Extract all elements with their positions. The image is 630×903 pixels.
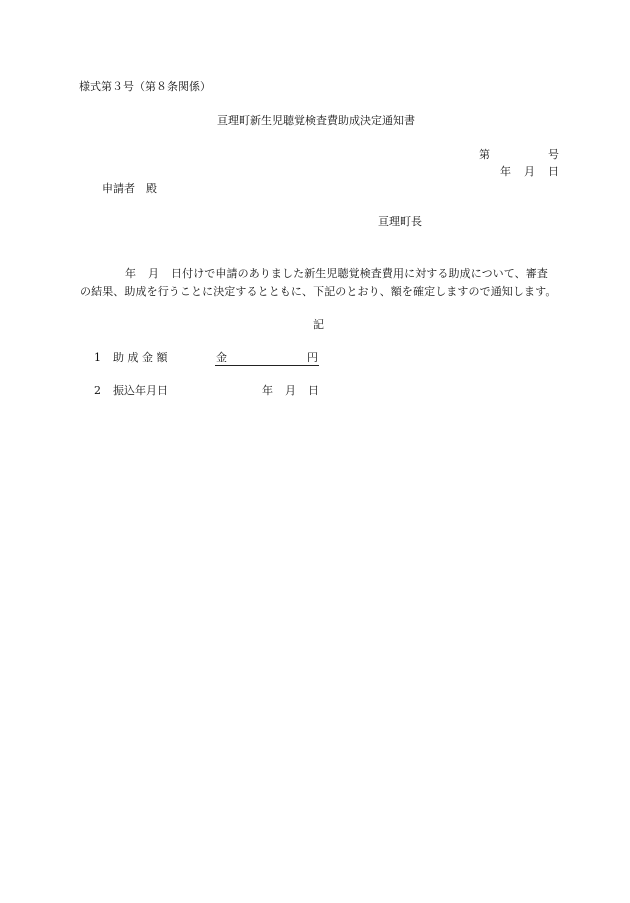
ki-heading: 記 bbox=[313, 318, 324, 331]
date-day: 日 bbox=[548, 165, 559, 178]
body-line1: 日付けで申請のありました新生児聴覚検査費用に対する助成について、審査 bbox=[171, 267, 548, 280]
recipient: 申請者 殿 bbox=[102, 182, 157, 195]
item2-label: 振込年月日 bbox=[113, 384, 168, 397]
item2-year: 年 bbox=[262, 384, 273, 397]
item1-number: 1 bbox=[94, 351, 101, 364]
date-year: 年 bbox=[500, 165, 511, 178]
issuer: 亘理町長 bbox=[378, 215, 422, 228]
item2-month: 月 bbox=[285, 384, 296, 397]
document-title: 亘理町新生児聴覚検査費助成決定通知書 bbox=[217, 114, 415, 127]
body-month: 月 bbox=[148, 267, 160, 280]
item2-number: 2 bbox=[94, 384, 101, 397]
item1-value-prefix: 金 bbox=[216, 351, 227, 364]
doc-number-go: 号 bbox=[548, 148, 559, 161]
form-label: 様式第３号（第８条関係） bbox=[79, 80, 211, 93]
doc-number-dai: 第 bbox=[479, 148, 490, 161]
body-year: 年 bbox=[125, 267, 137, 280]
body-line2: の結果、助成を行うことに決定するとともに、下記のとおり、額を確定しますので通知します。 bbox=[80, 285, 557, 298]
item1-label: 助 成 金 額 bbox=[113, 351, 168, 364]
item2-day: 日 bbox=[308, 384, 319, 397]
date-month: 月 bbox=[524, 165, 535, 178]
item1-value-suffix: 円 bbox=[307, 351, 318, 364]
item1-amount-underline bbox=[215, 365, 319, 366]
